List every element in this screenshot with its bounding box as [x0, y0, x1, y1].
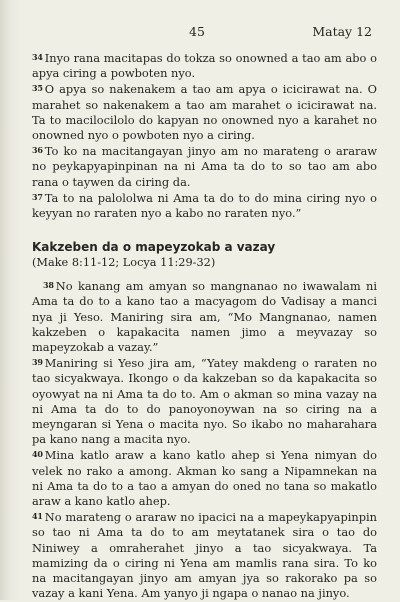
- verse-text: No kanang am amyan so mangnanao no iwawalam ni Ama ta do to a kano tao a macyagom do Vadisay a manci nya ji Yeso. Maniring sira am, “Mo Mangnanao, namen kakzeben o kapakacita namen jimo a meyvazay so mapeyzokab a vazay.”: [32, 279, 377, 355]
- verse-number: 35: [32, 83, 43, 94]
- verse-text: Maniring si Yeso jira am, “Yatey makdeng o raraten no tao sicyakwaya. Ikongo o da kakzeban so da kapakacita so oyowyat na ni Ama ta do to. Am o akman so mina vazay na ni Ama ta do to do panoyonoywan na so ciring na a meyngaran si Yena o macita nyo. So ikabo no maharahara pa kano nang a macita nyo.: [32, 356, 377, 447]
- verse-number: 34: [32, 52, 43, 62]
- verse-36: [32, 143, 377, 190]
- verse-text: Ta to na palololwa ni Ama ta do to do mina ciring nyo o keyyan no raraten nyo a kabo no raraten nyo.”: [32, 190, 377, 221]
- section-heading: Kakzeben da o mapeyzokab a vazay: [32, 240, 276, 255]
- verse-38: [32, 278, 377, 355]
- page-body: [32, 50, 377, 602]
- verse-number: 36: [32, 145, 43, 156]
- verse-41: [32, 509, 377, 601]
- verse-number: 37: [32, 191, 43, 202]
- verse-40: [32, 447, 377, 509]
- verse-35: [32, 81, 377, 143]
- page-number: 45: [189, 24, 205, 39]
- verse-37: [32, 190, 377, 221]
- verse-34: [32, 50, 377, 81]
- verse-number: 38: [43, 280, 54, 291]
- verse-number: 39: [32, 357, 43, 368]
- verse-text: To ko na macitangayan jinyo am no marateng o araraw no peykapyapinpinan na ni Ama ta do to so tao am abo rana o taywen da ciring da.: [32, 144, 377, 189]
- verse-text: Mina katlo araw a kano katlo ahep si Yena nimyan do velek no rako a among. Akman ko sang a Nipamnekan na ni Ama ta do to a tao a amyan do oned no tana so makatlo araw a kano katlo ahep.: [32, 448, 377, 509]
- verse-text: No marateng o araraw no ipacici na a mapeykapyapinpin so tao ni Ama ta do to am meytatanek sira o tao do Niniwey a omraherahet jinyo a tao sicyakwaya. Ta mamizing da o ciring ni Yena am mamlis rana sira. To ko na macitangayan jinyo am amyan jya so rakorako pa so vazay a kani Yena. Am yanyo ji ngapa o nanao na jinyo.: [32, 510, 377, 601]
- verse-number: 40: [32, 449, 43, 460]
- verse-number: 41: [32, 511, 43, 522]
- running-head: Matay 12: [312, 24, 372, 39]
- verse-39: [32, 355, 377, 447]
- verse-text: Inyo rana macitapas do tokza so onowned a tao am abo o apya ciring a powboten nyo.: [32, 51, 377, 81]
- verse-text: O apya so nakenakem a tao am apya o icicirawat na. O marahet so nakenakem a tao am marahet o icicirawat na. Ta to macilocilolo do kapyan no onowned nyo a karahet no onowned nyo o powboten nyo a ciring.: [32, 82, 377, 143]
- section-reference: (Make 8:11-12; Locya 11:29-32): [32, 256, 216, 270]
- page-header: [0, 24, 400, 40]
